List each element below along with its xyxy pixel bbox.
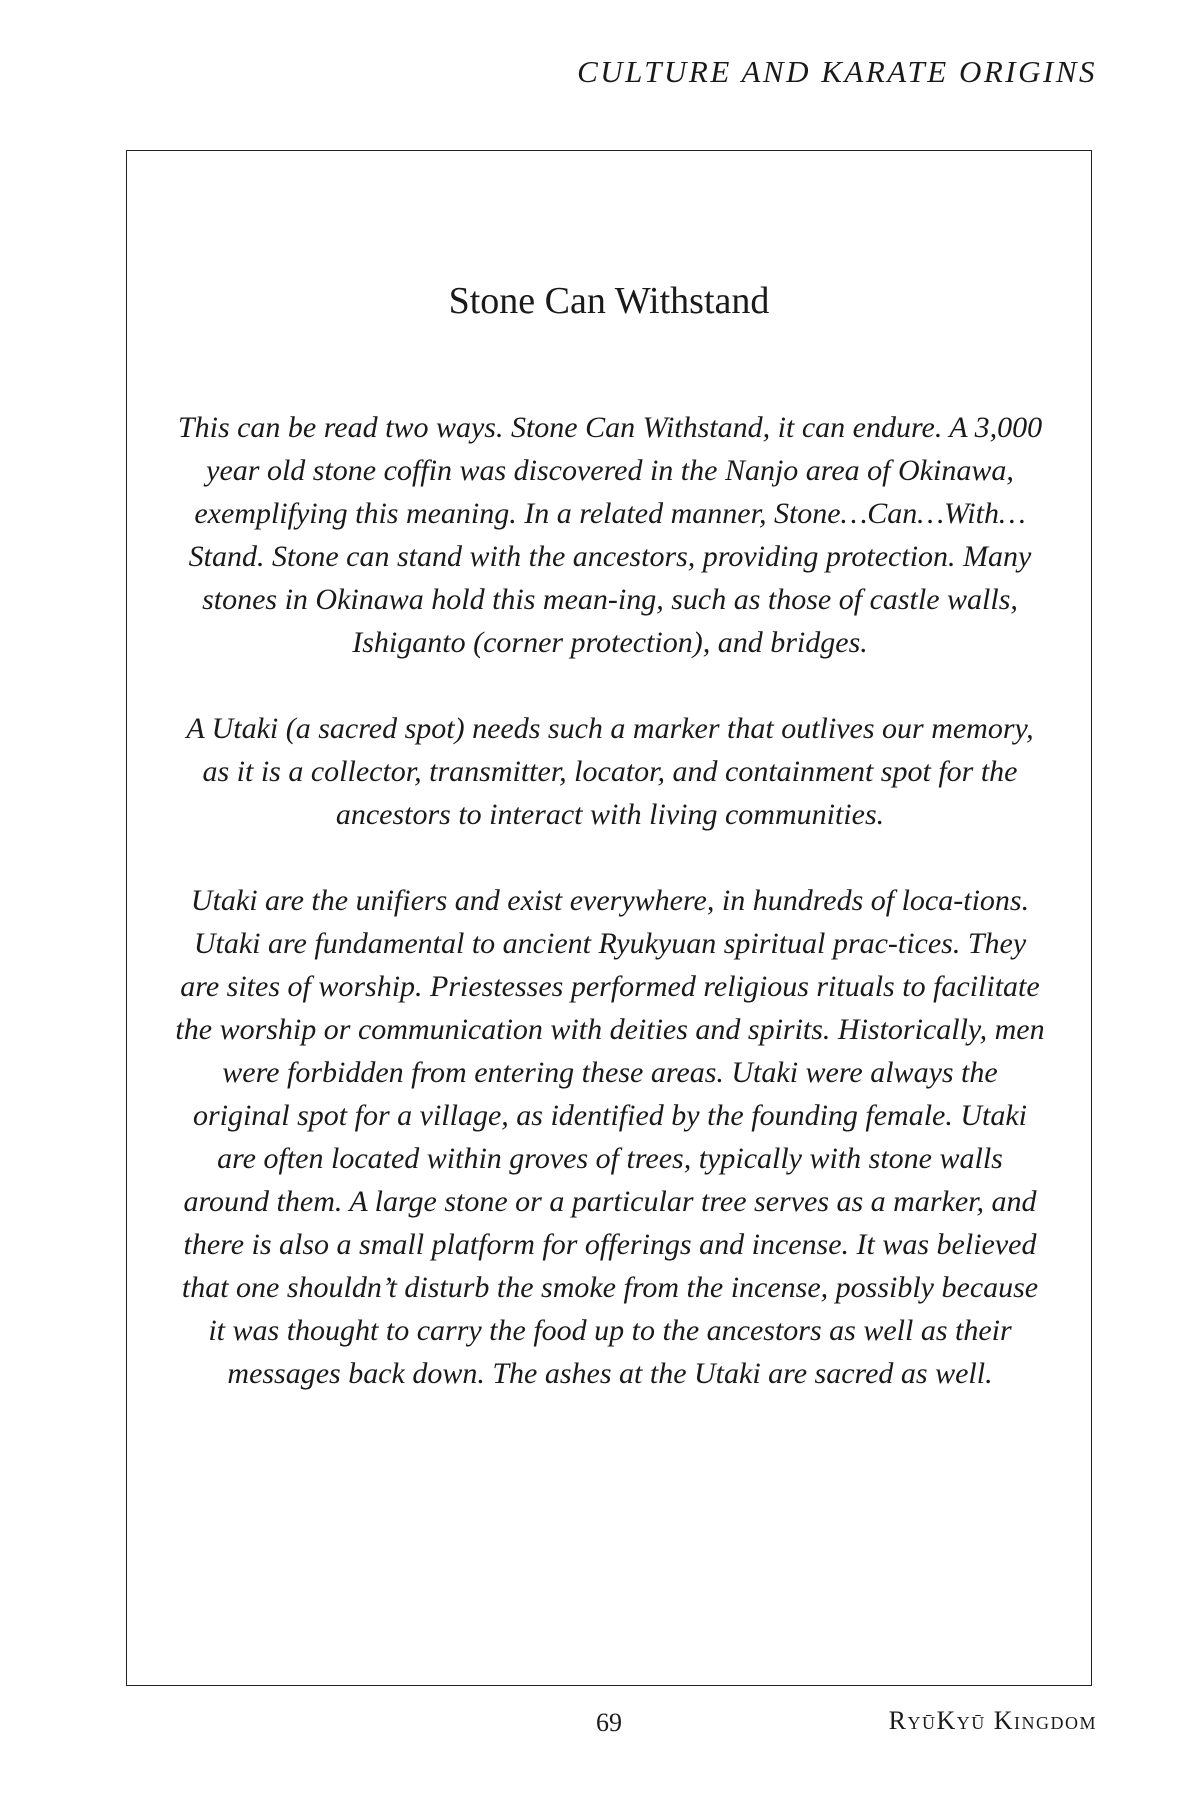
paragraph-3: Utaki are the unifiers and exist everywhere, in hundreds of loca-tions. Utaki are fundamental to ancient Ryukyuan spiritual prac-tices. They are sites of worship. Priestesses performed religious rituals to facilitate the worship or communication with deities and spirits. Historically, men were forbidden from entering these areas. Utaki were always the original spot for a village, as identified by the founding female. Utaki are often located within groves of trees, typically with stone walls around them. A large stone or a particular tree serves as a marker, and there is also a small platform for offerings and incense. It was believed that one shouldn’t disturb the smoke from the incense, possibly because it was thought to carry the food up to the ancestors as well as their messages back down. The ashes at the Utaki are sacred as well. (175, 884, 1045, 1390)
paragraph-1: This can be read two ways. Stone Can Withstand, it can endure. A 3,000 year old stone coffin was discovered in the Nanjo area of Okinawa, exemplifying this meaning. In a related manner, Stone…Can…With…Stand. Stone can stand with the ancestors, providing protection. Many stones in Okinawa hold this mean-ing, such as those of castle walls, Ishiganto (corner protection), and bridges. (177, 411, 1043, 659)
paragraph-2: A Utaki (a sacred spot) needs such a marker that outlives our memory, as it is a collector, transmitter, locator, and containment spot for the ancestors to interact with living communities. (186, 712, 1034, 831)
page-number: 69 (596, 1708, 622, 1737)
running-head: CULTURE AND KARATE ORIGINS (577, 54, 1097, 89)
book-title: RyūKyū Kingdom (888, 1706, 1097, 1735)
sidebar-body (175, 406, 1045, 1395)
sidebar-box (126, 150, 1092, 1686)
sidebar-title: Stone Can Withstand (448, 280, 770, 322)
